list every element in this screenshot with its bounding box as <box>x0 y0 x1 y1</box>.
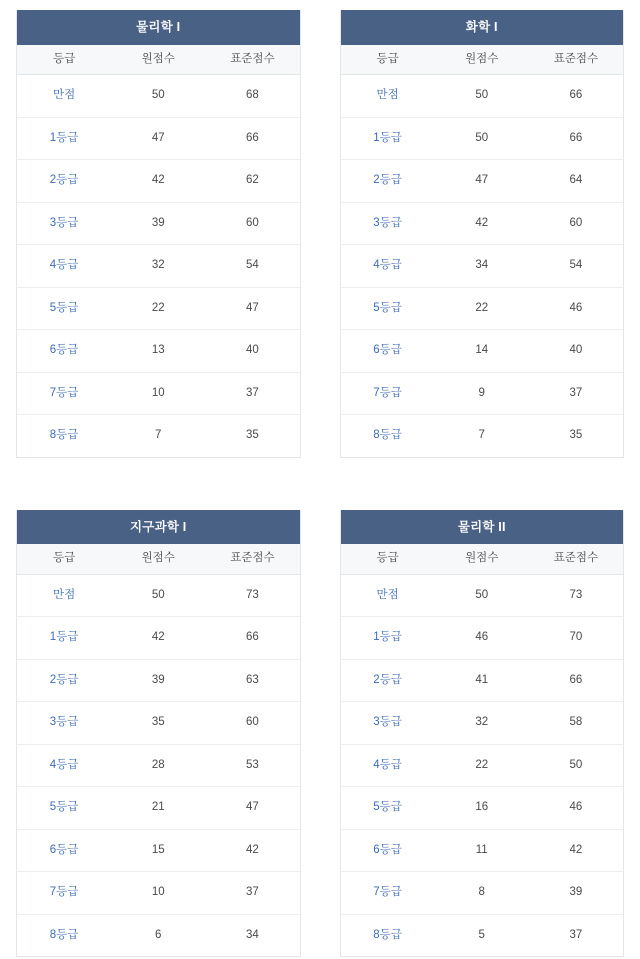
cell-grade: 8등급 <box>49 429 79 441</box>
cell-grade: 3등급 <box>341 202 435 245</box>
table-row <box>17 872 300 915</box>
cell-raw-score: 21 <box>111 787 205 830</box>
cell-standard-score: 73 <box>205 574 299 617</box>
cell-raw-score: 50 <box>435 117 529 160</box>
cell-raw-score: 11 <box>435 829 529 872</box>
cell-grade: 3등급 <box>17 702 111 745</box>
cell-raw-score: 50 <box>111 574 205 617</box>
cell-raw-score: 5 <box>478 928 485 941</box>
table-row <box>17 744 300 787</box>
cell-raw-score: 7 <box>478 429 485 441</box>
table-row <box>341 914 624 956</box>
score-tables-grid <box>16 10 624 957</box>
cell-grade: 2등급 <box>17 160 111 203</box>
cell-grade: 5등급 <box>341 787 435 830</box>
cell-standard-score: 70 <box>529 617 623 660</box>
cell-standard-score: 37 <box>569 928 583 941</box>
cell-standard-score: 40 <box>529 330 623 373</box>
cell-standard-score: 54 <box>205 245 299 288</box>
column-header-standard-score: 표준점수 <box>529 544 623 574</box>
cell-raw-score: 8 <box>435 872 529 915</box>
cell-raw-score: 34 <box>435 245 529 288</box>
cell-standard-score: 47 <box>205 787 299 830</box>
score-table-card <box>340 10 625 458</box>
table-row <box>341 117 624 160</box>
score-table-title: 화학 I <box>341 10 624 45</box>
table-row <box>17 287 300 330</box>
cell-raw-score: 42 <box>111 160 205 203</box>
cell-raw-score: 39 <box>111 202 205 245</box>
cell-grade: 1등급 <box>341 617 435 660</box>
cell-raw-score: 15 <box>111 829 205 872</box>
cell-grade: 만점 <box>341 75 435 118</box>
score-table-title: 물리학 II <box>341 510 624 545</box>
cell-standard-score: 37 <box>529 372 623 415</box>
table-row <box>17 75 300 118</box>
cell-standard-score: 66 <box>529 75 623 118</box>
cell-raw-score: 22 <box>435 744 529 787</box>
cell-standard-score: 50 <box>529 744 623 787</box>
cell-standard-score: 39 <box>529 872 623 915</box>
cell-raw-score: 9 <box>435 372 529 415</box>
cell-grade: 4등급 <box>17 245 111 288</box>
column-header-raw-score: 원점수 <box>435 544 529 574</box>
cell-standard-score: 64 <box>529 160 623 203</box>
column-header-raw-score: 원점수 <box>435 45 529 75</box>
cell-raw-score: 42 <box>435 202 529 245</box>
cell-grade: 8등급 <box>373 928 402 941</box>
cell-standard-score: 46 <box>529 787 623 830</box>
table-row <box>17 617 300 660</box>
table-row <box>341 744 624 787</box>
cell-grade: 3등급 <box>17 202 111 245</box>
cell-grade: 7등급 <box>17 872 111 915</box>
cell-raw-score: 28 <box>111 744 205 787</box>
cell-grade: 6등급 <box>17 330 111 373</box>
cell-standard-score: 34 <box>246 928 259 941</box>
cell-standard-score: 62 <box>205 160 299 203</box>
cell-raw-score: 50 <box>111 75 205 118</box>
cell-grade: 8등급 <box>373 429 402 441</box>
table-row <box>17 829 300 872</box>
cell-grade: 2등급 <box>17 659 111 702</box>
cell-grade: 5등급 <box>17 787 111 830</box>
table-row <box>341 75 624 118</box>
cell-grade: 5등급 <box>17 287 111 330</box>
table-row <box>341 415 624 457</box>
score-table-title: 물리학 I <box>17 10 300 45</box>
table-header-row <box>341 45 624 75</box>
score-table <box>17 45 300 457</box>
column-header-grade: 등급 <box>17 45 111 75</box>
cell-grade: 7등급 <box>341 872 435 915</box>
cell-raw-score: 35 <box>111 702 205 745</box>
column-header-grade: 등급 <box>17 544 111 574</box>
cell-standard-score: 66 <box>205 117 299 160</box>
column-header-grade: 등급 <box>341 45 435 75</box>
table-header-row <box>341 544 624 574</box>
cell-raw-score: 13 <box>111 330 205 373</box>
cell-standard-score: 60 <box>205 702 299 745</box>
cell-grade: 만점 <box>341 574 435 617</box>
cell-raw-score: 6 <box>155 928 162 941</box>
cell-grade: 1등급 <box>341 117 435 160</box>
cell-standard-score: 37 <box>205 372 299 415</box>
column-header-grade: 등급 <box>341 544 435 574</box>
cell-standard-score: 35 <box>569 429 583 441</box>
cell-raw-score: 50 <box>435 75 529 118</box>
cell-standard-score: 68 <box>205 75 299 118</box>
cell-standard-score: 42 <box>529 829 623 872</box>
column-header-standard-score: 표준점수 <box>205 544 299 574</box>
cell-standard-score: 63 <box>205 659 299 702</box>
table-row <box>17 574 300 617</box>
cell-raw-score: 7 <box>155 429 162 441</box>
cell-grade: 3등급 <box>341 702 435 745</box>
cell-grade: 6등급 <box>341 829 435 872</box>
score-table-card <box>16 10 301 458</box>
column-header-raw-score: 원점수 <box>111 45 205 75</box>
cell-raw-score: 22 <box>111 287 205 330</box>
cell-raw-score: 39 <box>111 659 205 702</box>
table-row <box>341 202 624 245</box>
cell-grade: 4등급 <box>17 744 111 787</box>
table-row <box>341 829 624 872</box>
cell-grade: 5등급 <box>341 287 435 330</box>
cell-raw-score: 10 <box>111 872 205 915</box>
cell-standard-score: 47 <box>205 287 299 330</box>
score-table <box>341 544 624 956</box>
cell-standard-score: 35 <box>246 429 259 441</box>
cell-grade: 1등급 <box>17 117 111 160</box>
cell-standard-score: 54 <box>529 245 623 288</box>
cell-grade: 7등급 <box>17 372 111 415</box>
cell-standard-score: 60 <box>529 202 623 245</box>
cell-raw-score: 32 <box>435 702 529 745</box>
cell-grade: 7등급 <box>341 372 435 415</box>
cell-raw-score: 41 <box>435 659 529 702</box>
table-row <box>341 617 624 660</box>
cell-standard-score: 58 <box>529 702 623 745</box>
table-row <box>17 117 300 160</box>
cell-standard-score: 42 <box>205 829 299 872</box>
cell-standard-score: 53 <box>205 744 299 787</box>
score-table-card <box>340 510 625 958</box>
cell-standard-score: 66 <box>529 659 623 702</box>
cell-grade: 1등급 <box>17 617 111 660</box>
cell-raw-score: 42 <box>111 617 205 660</box>
table-row <box>17 787 300 830</box>
cell-grade: 2등급 <box>341 659 435 702</box>
cell-grade: 만점 <box>17 574 111 617</box>
cell-raw-score: 32 <box>111 245 205 288</box>
table-row <box>341 787 624 830</box>
cell-grade: 6등급 <box>17 829 111 872</box>
cell-standard-score: 66 <box>205 617 299 660</box>
table-row <box>17 245 300 288</box>
table-row <box>341 330 624 373</box>
score-table-title: 지구과학 I <box>17 510 300 545</box>
cell-raw-score: 47 <box>435 160 529 203</box>
score-table <box>17 544 300 956</box>
table-row <box>341 245 624 288</box>
table-row <box>17 160 300 203</box>
table-row <box>17 914 300 956</box>
cell-standard-score: 73 <box>529 574 623 617</box>
table-row <box>341 287 624 330</box>
score-table <box>341 45 624 457</box>
cell-raw-score: 14 <box>435 330 529 373</box>
column-header-raw-score: 원점수 <box>111 544 205 574</box>
table-row <box>17 415 300 457</box>
cell-standard-score: 66 <box>529 117 623 160</box>
column-header-standard-score: 표준점수 <box>529 45 623 75</box>
cell-raw-score: 22 <box>435 287 529 330</box>
cell-raw-score: 16 <box>435 787 529 830</box>
cell-grade: 만점 <box>17 75 111 118</box>
table-row <box>341 160 624 203</box>
cell-grade: 4등급 <box>341 245 435 288</box>
cell-standard-score: 40 <box>205 330 299 373</box>
table-header-row <box>17 45 300 75</box>
table-row <box>341 872 624 915</box>
cell-grade: 8등급 <box>49 928 79 941</box>
table-row <box>17 702 300 745</box>
cell-standard-score: 60 <box>205 202 299 245</box>
table-row <box>17 330 300 373</box>
table-row <box>341 702 624 745</box>
cell-standard-score: 46 <box>529 287 623 330</box>
cell-standard-score: 37 <box>205 872 299 915</box>
cell-grade: 4등급 <box>341 744 435 787</box>
cell-grade: 2등급 <box>341 160 435 203</box>
table-header-row <box>17 544 300 574</box>
cell-raw-score: 47 <box>111 117 205 160</box>
cell-raw-score: 46 <box>435 617 529 660</box>
table-row <box>17 659 300 702</box>
column-header-standard-score: 표준점수 <box>205 45 299 75</box>
cell-raw-score: 10 <box>111 372 205 415</box>
table-row <box>341 372 624 415</box>
table-row <box>17 372 300 415</box>
table-row <box>341 574 624 617</box>
table-row <box>341 659 624 702</box>
table-row <box>17 202 300 245</box>
cell-grade: 6등급 <box>341 330 435 373</box>
score-table-card <box>16 510 301 958</box>
cell-raw-score: 50 <box>435 574 529 617</box>
